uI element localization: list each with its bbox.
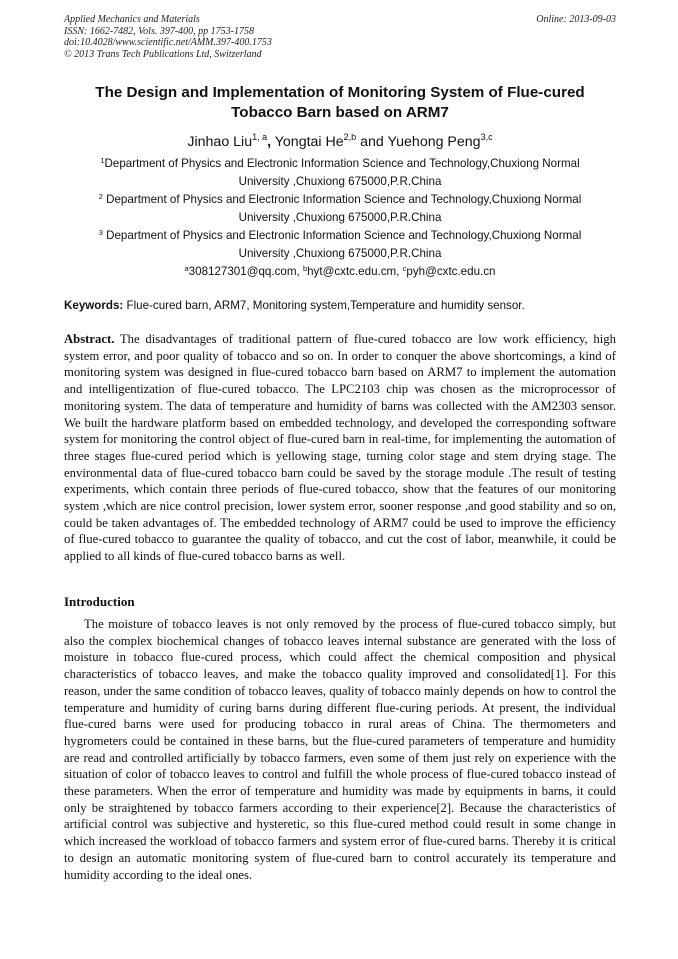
affiliation-line: University ,Chuxiong 675000,P.R.China (238, 174, 442, 188)
affiliation (64, 155, 616, 190)
author-name: Yongtai He (271, 134, 344, 150)
author-separator: , (267, 134, 272, 150)
introduction-paragraph (64, 616, 616, 883)
keywords (64, 298, 624, 314)
title-line-2: Tobacco Barn based on ARM7 (231, 104, 449, 121)
issn-line: ISSN: 1662-7482, Vols. 397-400, pp 1753-1758 (64, 25, 254, 37)
abstract-text: The disadvantages of traditional pattern of flue-cured tobacco are low work efficiency, high system error, and poor quality of tobacco and so on. In order to conquer the above shortcomings, a kind of monitoring system was designed in flue-cured tobacco barn based on ARM7 to implement the automation and intelligentization of flue-cured tobacco. The LPC2103 chip was chosen as the microprocessor of monitoring system. The data of temperature and humidity of barns was collected with the AM2303 sensor. We built the hardware platform based on embedded technology, and developed the corresponding software system for monitoring the control object of flue-cured barn in real-time, for implementing the automation of three stages flue-cured period which is yellowing stage, turning color stage and stem drying stage. The environmental data of flue-cured tobacco barn could be saved by the storage module .The result of testing experiments, which contain three periods of flue-cured tobacco, show that the features of our monitoring system ,which are nice control precision, lower system error, sooner response ,and good stability and so on, could be taken advantages of. The embedded technology of ARM7 could be used to improve the efficiency of flue-cured tobacco to guarantee the quality of tobacco, and cut the cost of labor, meanwhile, it could be applied to all kinds of flue-cured tobacco barns as well. (64, 332, 616, 564)
affiliation-line: University ,Chuxiong 675000,P.R.China (238, 246, 442, 260)
author-list (64, 132, 616, 152)
author-name: Jinhao Liu (187, 134, 253, 150)
affiliation-line: University ,Chuxiong 675000,P.R.China (238, 210, 442, 224)
affiliation-line: $^3$ Department of Physics and Electronic Information Science and Technology,Chuxiong Normal (98, 228, 582, 242)
doi-line: doi:10.4028/www.scientific.net/AMM.397-400.1753 (64, 37, 272, 48)
title-line-1: The Design and Implementation of Monitoring System of Flue-cured (95, 84, 585, 101)
introduction-text: The moisture of tobacco leaves is not only removed by the process of flue-cured tobacco simply, but also the complex biochemical changes of tobacco leaves internal substance are generated with the loss of moisture in tobacco flue-cured process, which could affect the chemical composition and physical characteristics of tobacco leaves, and make the tobacco quality improved and consolidated[1]. For this reason, under the same condition of tobacco leaves, quality of tobacco mainly depends on how to control the temperature and humidity of curing barns during different flue-curing periods. At present, the individual flue-cured barns were used for producing tobacco in rural areas of China. The thermometers and hygrometers could be contained in these barns, but the flue-cured parameters of temperature and humidity are read and controlled artificially by tobacco farmers, even some of them just rely on experience with the situation of color of tobacco leaves to control and fulfill the whole process of flue-cured tobacco instead of these parameters. When the error of temperature and humidity was made by equipments in barns, it could only be straightened by tobacco farmers according to their experience[2]. Because the characteristics of artificial control was subjective and hysteretic, so this flue-cured method could result in some change in which increased the workload of tobacco farmers and system error of flue-cured barns. Thereby it is critical to design an automatic monitoring system of flue-cured barn to control accurately its temperature and humidity according to the ideal ones. (64, 617, 616, 882)
affiliation-number: 3 (98, 228, 103, 237)
abstract-label: Abstract. (64, 332, 115, 346)
author-name: Yuehong Peng (387, 134, 481, 150)
affiliation-line: $^1$Department of Physics and Electronic Information Science and Technology,Chuxiong Normal (100, 156, 580, 170)
email-list: $^a$308127301@qq.com, $^b$hyt@cxtc.edu.cm, $^c$pyh@cxtc.edu.cn (184, 264, 496, 278)
email-address: 308127301@qq.com, (188, 265, 303, 278)
journal-name: Applied Mechanics and Materials (64, 14, 200, 25)
author-superscript: 2,b (343, 132, 357, 142)
keywords-text: Flue-cured barn, ARM7, Monitoring system,Temperature and humidity sensor. (123, 299, 525, 312)
abstract (64, 331, 616, 565)
author-superscript: 1, a (252, 132, 268, 142)
section-heading: Introduction (64, 594, 135, 609)
email-address: pyh@cxtc.edu.cn (406, 265, 496, 278)
keywords-label: Keywords: (64, 299, 124, 312)
affiliation (64, 227, 616, 262)
affiliation-number: 1 (100, 156, 105, 165)
email-address: hyt@cxtc.edu.cm, (307, 265, 403, 278)
copyright-line: © 2013 Trans Tech Publications Ltd, Switzerland (64, 48, 262, 60)
affiliation (64, 191, 616, 226)
journal-header (64, 14, 616, 60)
online-date: Online: 2013-09-03 (536, 14, 616, 25)
author-superscript: 3,c (480, 132, 493, 142)
paper-title (64, 83, 616, 123)
affiliation-number: 2 (98, 192, 103, 201)
author-conjunction: and (356, 134, 388, 150)
affiliation-line: $^2$ Department of Physics and Electronic Information Science and Technology,Chuxiong Normal (98, 192, 582, 206)
